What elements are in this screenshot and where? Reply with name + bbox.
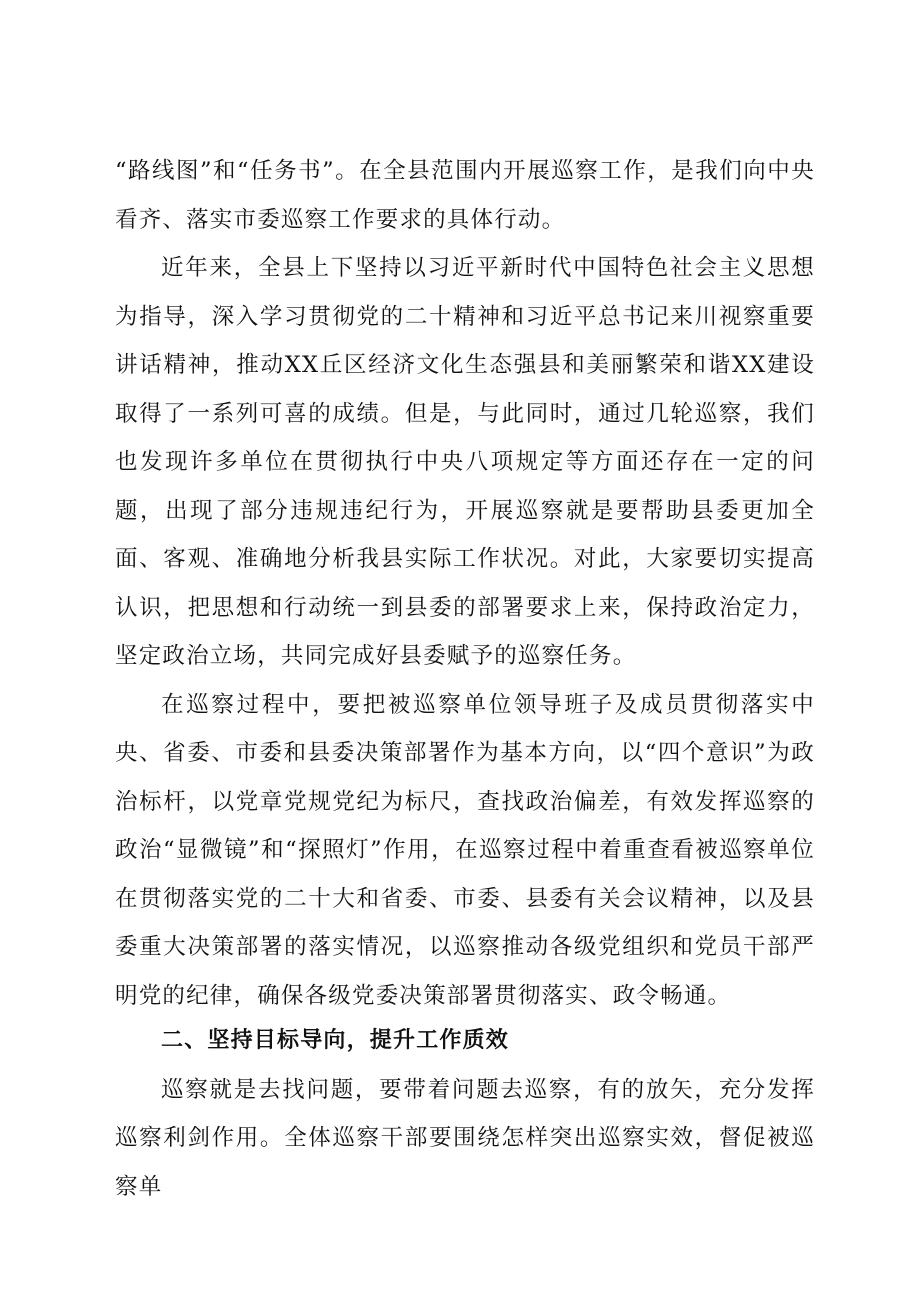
paragraph-continued: “路线图”和“任务书”。在全县范围内开展巡察工作，是我们向中央看齐、落实市委巡察工作要求的具体行动。 <box>115 158 815 233</box>
paragraph: 近年来，全县上下坚持以习近平新时代中国特色社会主义思想为指导，深入学习贯彻党的二十精神和习近平总书记来川视察重要讲话精神，推动XX丘区经济文化生态强县和美丽繁荣和谐XX建设取得了一系列可喜的成绩。但是，与此同时，通过几轮巡察，我们也发现许多单位在贯彻执行中央八项规定等方面还存在一定的问题，出现了部分违规违纪行为，开展巡察就是要帮助县委更加全面、客观、准确地分析我县实际工作状况。对此，大家要切实提高认识，把思想和行动统一到县委的部署要求上来，保持政治定力，坚定政治立场，共同完成好县委赋予的巡察任务。 <box>115 255 815 669</box>
section-two <box>115 1017 815 1211</box>
paragraph: 巡察就是去找问题，要带着问题去巡察，有的放矢，充分发挥巡察利剑作用。全体巡察干部要围绕怎样突出巡察实效，督促被巡察单 <box>115 1076 815 1200</box>
document-body <box>115 147 815 1020</box>
paragraph: 在巡察过程中，要把被巡察单位领导班子及成员贯彻落实中央、省委、市委和县委决策部署作为基本方向，以“四个意识”为政治标杆，以党章党规党纪为标尺，查找政治偏差，有效发挥巡察的政治“显微镜”和“探照灯”作用，在巡察过程中着重查看被巡察单位在贯彻落实党的二十大和省委、市委、县委有关会议精神，以及县委重大决策部署的落实情况，以巡察推动各级党组织和党员干部严明党的纪律，确保各级党委决策部署贯彻落实、政令畅通。 <box>115 691 815 1009</box>
section-heading: 二、坚持目标导向，提升工作质效 <box>161 1028 510 1053</box>
